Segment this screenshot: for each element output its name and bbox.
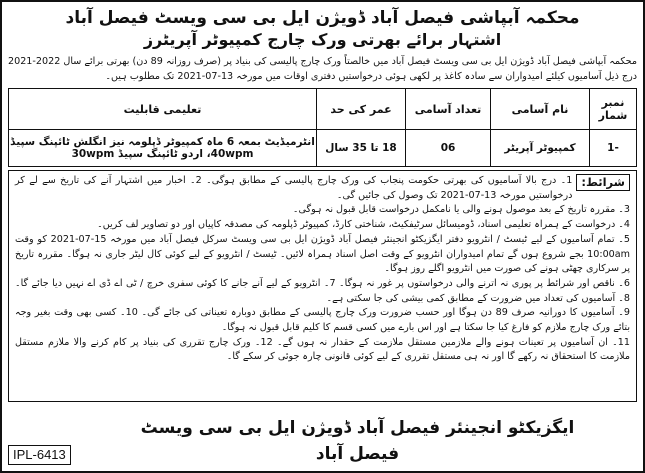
- cell-post-name: کمپیوٹر آپریٹر: [491, 130, 590, 167]
- condition-item: 5۔ تمام آسامیوں کے لیے ٹیسٹ / انٹرویو دفتر ایگزیکٹو انجینئر فیصل آباد ڈویژن ایل بی سی ویسٹ سرکل فیصل آباد میں مورخہ 15-07-2021 کو وقت 10:00am بجے شروع ہوں گے تمام امیدواران انٹرویو کے وقت اصل اسناد ہمراہ لائیں۔ ٹیسٹ / انٹرویو کے لیے کوئی کال لیٹر جاری نہ ہوگا۔ مقررہ تاریخ پر سرکاری چھٹی ہونے کی صورت میں انٹرویو اگلے روز ہوگا۔: [15, 233, 630, 275]
- table-header-row: [9, 89, 637, 130]
- header-age-limit: عمر کی حد: [317, 89, 406, 130]
- reference-code: IPL-6413: [8, 445, 71, 465]
- intro-line-1: محکمہ آبپاشی فیصل آباد ڈویژن ایل بی سی ویسٹ فیصل آباد میں خالصتاً ورک چارج پالیسی کی بنیاد پر (صرف روزانہ 89 دن) بھرتی برائے سال 2022-2021 درج ذیل آسامیوں کیلئے امیدواران سے سادہ کاغذ پر لکھی ہوئی: [8, 56, 638, 82]
- department-heading: محکمہ آبپاشی فیصل آباد ڈویژن ایل بی سی ویسٹ فیصل آباد: [65, 8, 580, 28]
- conditions-box: [8, 170, 637, 402]
- header-post-name: نام آسامی: [491, 89, 590, 130]
- cell-qualification: انٹرمیڈیٹ بمعہ 6 ماہ کمپیوٹر ڈپلومہ نیز انگلش ٹائپنگ سپیڈ 40wpm، اردو ٹائپنگ سپیڈ 30wpm: [9, 130, 317, 167]
- cell-post-count: 06: [406, 130, 491, 167]
- cell-serial: -1: [590, 130, 637, 167]
- condition-item: 9۔ آسامیوں کا دورانیہ صرف 89 دن ہوگا اور حسب ضرورت ورک چارج پالیسی کے مطابق دوبارہ تعیناتی کی جائے گی۔ 10۔ کسی بھی وقت بغیر وجہ بتائے ورک چارج ملازم کو فارغ کیا جا سکتا ہے اور اس بارے میں کسی قسم کا کلیم قابل قبول نہ ہوگا۔: [15, 307, 630, 334]
- cell-age-limit: 18 تا 35 سال: [317, 130, 406, 167]
- header-qualification: تعلیمی قابلیت: [9, 89, 317, 130]
- posts-table: [8, 88, 637, 167]
- header-post-count: تعداد آسامی: [406, 89, 491, 130]
- conditions-title: شرائط:: [576, 174, 630, 191]
- conditions-list: [15, 174, 630, 365]
- advertisement-title: اشتہار برائے بھرتی ورک چارج کمپیوٹر آپریٹرز: [143, 30, 502, 49]
- signature-block: ایگزیکٹو انجینئر فیصل آباد ڈویژن ایل بی سی ویسٹ فیصل آباد: [140, 418, 575, 464]
- intro-paragraph: [8, 54, 637, 84]
- condition-item: 11۔ ان آسامیوں پر تعینات ہونے والے ملازمین مستقل ملازمت کے حقدار نہ ہوں گے۔ 12۔ ورک چارج تقرری کی بنیاد پر کام کرنے والا ملازم مستقل ملازمت کا استحقاق نہ رکھے گا اور نہ ہی مستقل تقرری کے لیے کوئی قانونی چارہ جوئی کر سکے گا۔: [15, 336, 630, 363]
- intro-line-2: درخواستیں دفتری اوقات میں مورخہ 13-07-2021 تک مطلوب ہیں۔: [105, 71, 383, 82]
- condition-item: 1۔ درج بالا آسامیوں کی بھرتی حکومت پنجاب کی ورک چارج پالیسی کے مطابق ہوگی۔ 2۔ اخبار میں اشتہار آنے کی تاریخ سے لے کر درخواستیں مورخہ 13-07-2021 تک وصول کی جائیں گی۔: [15, 175, 573, 201]
- header-serial: نمبر شمار: [590, 89, 637, 130]
- condition-item: 4۔ درخواست کے ہمراہ تعلیمی اسناد، ڈومیسائل سرٹیفکیٹ، شناختی کارڈ، کمپیوٹر ڈپلومہ کی مصدقہ کاپیاں اور دو تصاویر لف کریں۔: [97, 219, 630, 231]
- footer: [8, 418, 637, 467]
- condition-item: 3۔ مقررہ تاریخ کے بعد موصول ہونے والی یا نامکمل درخواست قابل قبول نہ ہوگی۔: [292, 204, 630, 216]
- condition-item: 6۔ ناقص اور شرائط پر پوری نہ اترنے والی درخواستوں پر غور نہ ہوگا۔ 7۔ انٹرویو کے لیے آنے جانے کا کوئی سفری خرچ / ٹی اے ڈی اے نہیں دیا جائے گا۔ 8۔ آسامیوں کی تعداد میں ضرورت کے مطابق کمی بیشی کی جا سکتی ہے۔: [15, 277, 630, 304]
- table-row: [9, 130, 637, 167]
